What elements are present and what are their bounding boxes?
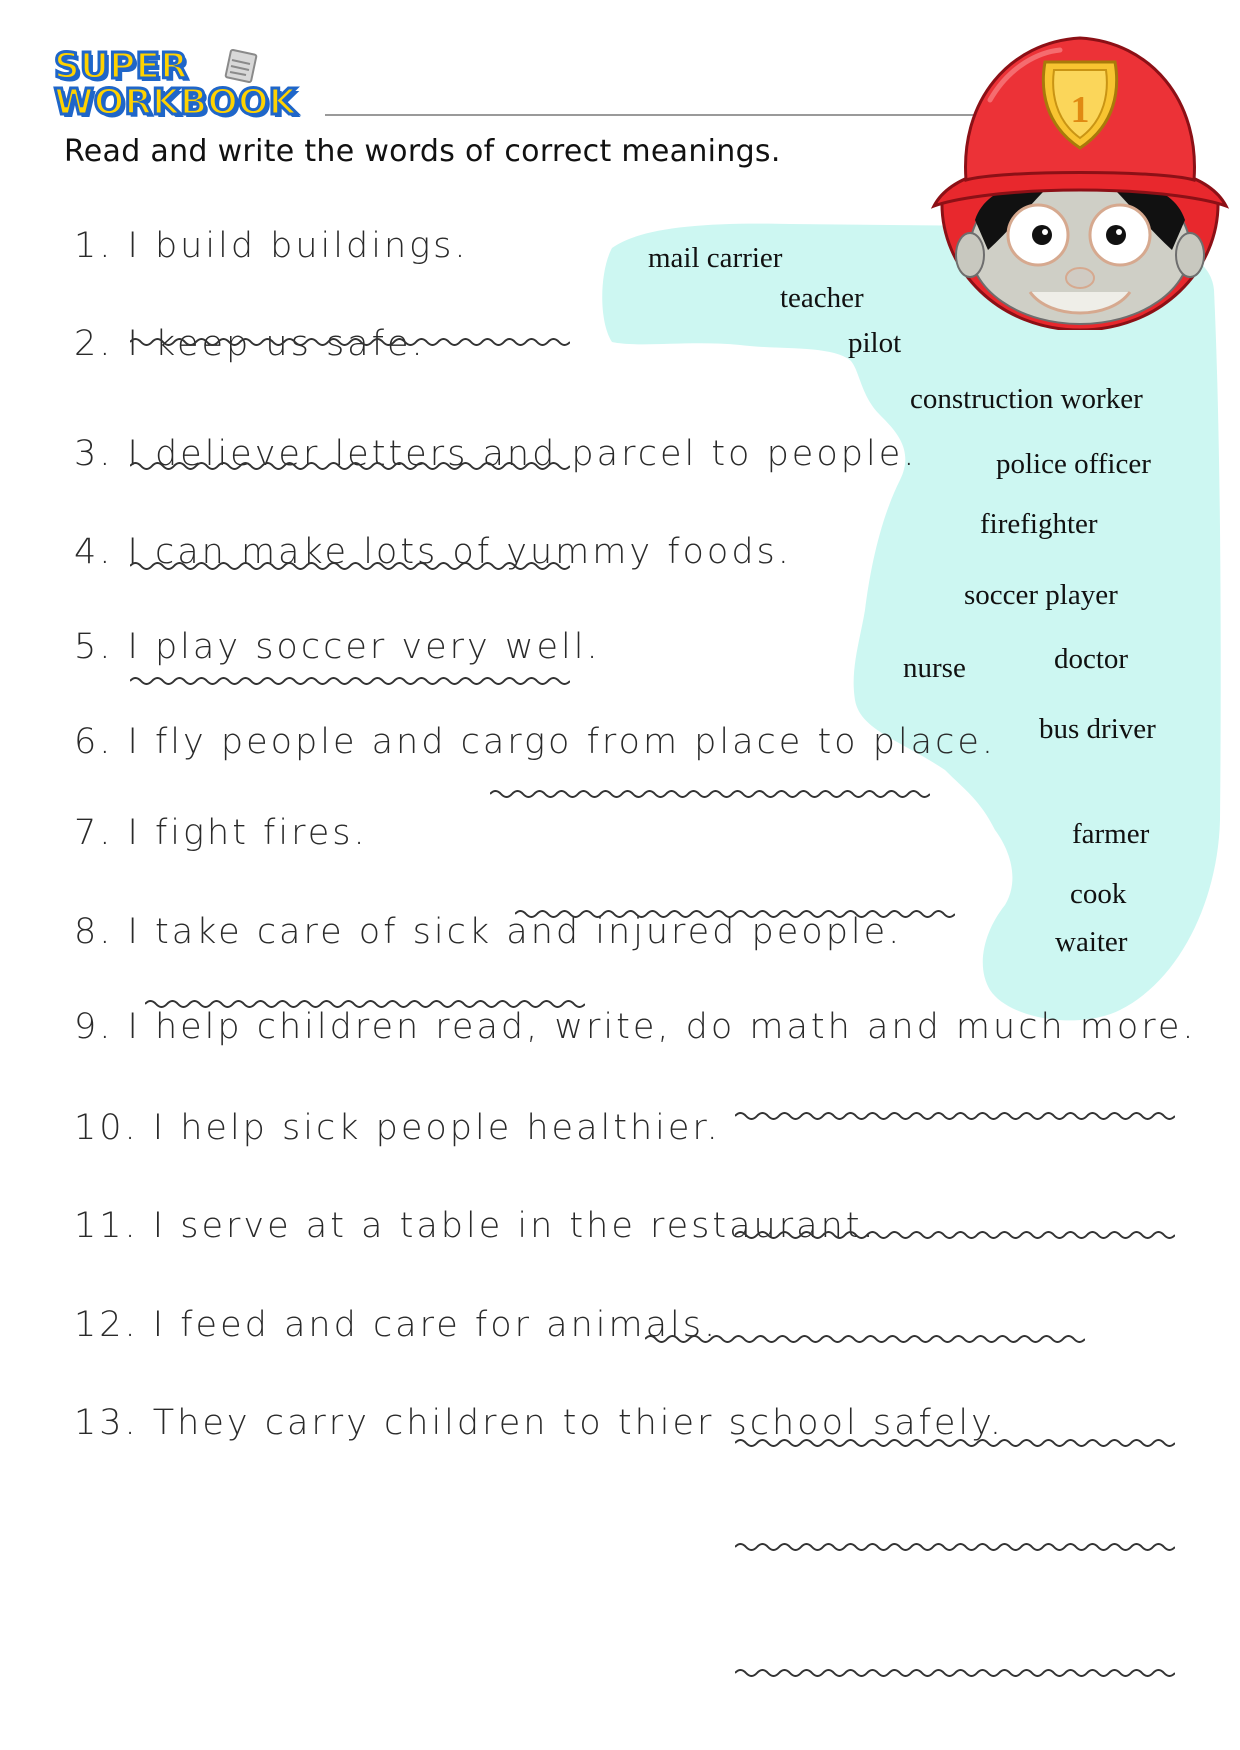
word-cook: cook — [1070, 878, 1127, 910]
answer-line-7[interactable] — [145, 995, 585, 1013]
word-firefighter: firefighter — [980, 508, 1098, 540]
sentence-12: 12. I feed and care for animals. — [74, 1305, 719, 1345]
answer-line-1[interactable] — [130, 333, 570, 351]
word-bus-driver: bus driver — [1039, 713, 1156, 745]
sentence-11: 11. I serve at a table in the restaurant. — [74, 1206, 877, 1246]
word-soccer-player: soccer player — [964, 579, 1118, 611]
sentence-4: 4. I can make lots of yummy foods. — [74, 532, 792, 572]
sentence-7: 7. I fight fires. — [74, 813, 368, 853]
word-mail-carrier: mail carrier — [648, 242, 783, 274]
answer-line-5[interactable] — [490, 785, 930, 803]
sentence-6: 6. I fly people and cargo from place to place. — [74, 722, 997, 762]
answer-line-12[interactable] — [735, 1538, 1175, 1556]
answer-line-4[interactable] — [130, 672, 570, 690]
word-pilot: pilot — [848, 327, 902, 359]
word-waiter: waiter — [1055, 926, 1128, 958]
answer-line-8[interactable] — [735, 1107, 1175, 1125]
logo-line-super: SUPER — [54, 46, 188, 87]
word-teacher: teacher — [780, 282, 864, 314]
word-construction-worker: construction worker — [910, 383, 1143, 415]
answer-line-2[interactable] — [130, 457, 570, 475]
instruction-text: Read and write the words of correct meanings. — [64, 134, 781, 169]
word-police-officer: police officer — [996, 448, 1151, 480]
logo-line-workbook: WORKBOOK — [54, 82, 297, 123]
sentence-13: 13. They carry children to thier school safely. — [74, 1403, 1004, 1443]
badge-number: 1 — [1070, 89, 1090, 131]
sentence-3: 3. I deliever letters and parcel to people. — [74, 434, 918, 474]
word-nurse: nurse — [903, 652, 966, 684]
answer-line-10[interactable] — [645, 1330, 1085, 1348]
firefighter-helmet-illustration — [930, 30, 1230, 330]
sentence-10: 10. I help sick people healthier. — [74, 1108, 721, 1148]
answer-line-6[interactable] — [515, 905, 955, 923]
word-doctor: doctor — [1054, 643, 1129, 675]
answer-line-11[interactable] — [735, 1434, 1175, 1452]
sentence-8: 8. I take care of sick and injured people. — [74, 912, 903, 952]
answer-line-9[interactable] — [735, 1226, 1175, 1244]
sentence-9: 9. I help children read, write, do math and much more. — [74, 1007, 1197, 1047]
answer-line-13[interactable] — [735, 1664, 1175, 1682]
sentence-5: 5. I play soccer very well. — [74, 627, 601, 667]
sentence-1: 1. I build buildings. — [74, 226, 469, 266]
sentence-2: 2. I keep us safe. — [74, 324, 426, 364]
word-farmer: farmer — [1072, 818, 1150, 850]
answer-line-3[interactable] — [130, 557, 570, 575]
